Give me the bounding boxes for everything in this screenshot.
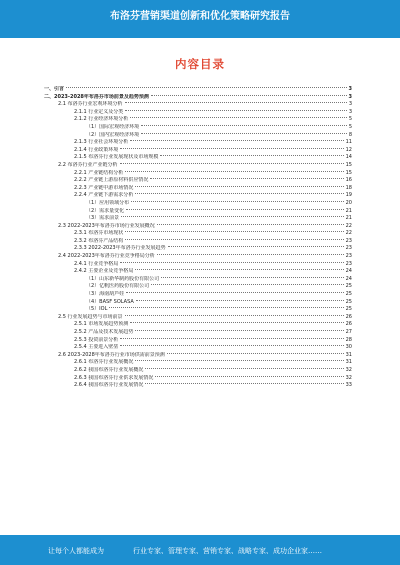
toc-leader-dots bbox=[66, 87, 347, 88]
toc-entry-label: 2.5.4 主要进入壁垒 bbox=[74, 344, 119, 351]
toc-entry[interactable] bbox=[44, 367, 352, 375]
toc-entry-label: （2）国内宏观经济环境 bbox=[86, 131, 140, 138]
toc-entry-label: 一、引言 bbox=[44, 86, 65, 92]
toc-entry-page: 32 bbox=[345, 366, 352, 373]
toc-entry[interactable] bbox=[44, 382, 352, 390]
toc-entry-label: 2.5.3 投资前景分析 bbox=[74, 336, 119, 343]
toc-entry[interactable] bbox=[44, 208, 352, 216]
toc-entry[interactable] bbox=[44, 116, 352, 124]
toc-entry-page: 3 bbox=[348, 108, 352, 115]
toc-leader-dots bbox=[141, 133, 347, 134]
toc-entry-page: 3 bbox=[348, 101, 352, 108]
toc-entry[interactable] bbox=[44, 139, 352, 147]
toc-entry-page: 3 bbox=[348, 93, 352, 100]
toc-entry[interactable] bbox=[44, 154, 352, 162]
toc-entry-label: （3）需求前景 bbox=[86, 215, 120, 222]
toc-entry-label: 2.5 行业发展趋势与市场前景 bbox=[58, 313, 123, 320]
toc-entry-label: 2.5.1 市场发展趋势预测 bbox=[74, 321, 129, 328]
toc-leader-dots bbox=[151, 284, 343, 285]
toc-entry-page: 5 bbox=[348, 123, 352, 130]
toc-entry-label: 2.2.1 产业链结构分析 bbox=[74, 169, 124, 176]
toc-entry-page: 21 bbox=[345, 215, 352, 222]
toc-entry-page: 8 bbox=[348, 131, 352, 138]
toc-entry[interactable] bbox=[44, 185, 352, 193]
toc-entry-page: 27 bbox=[345, 329, 352, 335]
toc-leader-dots bbox=[125, 110, 347, 111]
toc-entry[interactable] bbox=[44, 94, 352, 102]
toc-entry-page: 19 bbox=[345, 192, 352, 199]
toc-entry-page: 26 bbox=[345, 313, 352, 320]
toc-leader-dots bbox=[167, 353, 344, 354]
toc-leader-dots bbox=[126, 292, 343, 293]
toc-entry[interactable] bbox=[44, 192, 352, 200]
toc-entry-page: 24 bbox=[345, 268, 352, 275]
toc-entry-label: 2.5.2 产品及技术发展趋势 bbox=[74, 329, 134, 335]
toc-entry-label: （1）应用领域分布 bbox=[86, 199, 130, 206]
toc-leader-dots bbox=[130, 322, 343, 323]
toc-entry-page: 23 bbox=[345, 260, 352, 267]
toc-entry-page: 14 bbox=[345, 154, 352, 161]
toc-leader-dots bbox=[135, 360, 343, 361]
toc-entry-label: 2.1.5 布洛芬行业发展现状及市场规模 bbox=[74, 154, 159, 161]
toc-entry-label: 2.2.4 产业链下游需求分析 bbox=[74, 192, 134, 199]
toc-entry-label: 2.1.3 行业社会环境分析 bbox=[74, 139, 129, 146]
toc-entry-page: 25 bbox=[345, 291, 352, 298]
toc-entry-page: 26 bbox=[345, 321, 352, 328]
toc-entry-page: 23 bbox=[345, 245, 352, 252]
toc-entry[interactable] bbox=[44, 321, 352, 329]
toc-entry-page: 15 bbox=[345, 169, 352, 176]
toc-leader-dots bbox=[131, 201, 343, 202]
toc-leader-dots bbox=[130, 140, 343, 141]
toc-leader-dots bbox=[136, 300, 344, 301]
toc-leader-dots bbox=[135, 269, 343, 270]
toc-entry[interactable] bbox=[44, 299, 352, 307]
toc-entry[interactable] bbox=[44, 170, 352, 178]
toc-leader-dots bbox=[121, 216, 343, 217]
toc-leader-dots bbox=[126, 209, 343, 210]
toc-entry-label: 2.1.1 行业定义及分类 bbox=[74, 108, 124, 115]
toc-entry[interactable] bbox=[44, 238, 352, 246]
toc-entry-page: 25 bbox=[345, 283, 352, 290]
toc-entry-label: 2.1.4 行业政策环境 bbox=[74, 146, 119, 153]
toc-entry-label: 2.3.3 2022-2023年布洛芬行业发展趋势 bbox=[74, 245, 166, 252]
toc-entry-label: 2.4.2 主要企业及竞争格局 bbox=[74, 268, 134, 275]
toc-entry[interactable] bbox=[44, 344, 352, 352]
toc-leader-dots bbox=[161, 277, 343, 278]
toc-leader-dots bbox=[120, 163, 344, 164]
toc-entry-page: 25 bbox=[345, 306, 352, 313]
toc-leader-dots bbox=[120, 148, 343, 149]
toc-entry-page: 32 bbox=[345, 374, 352, 381]
toc-entry-page: 31 bbox=[345, 359, 352, 366]
toc-entry-page: 33 bbox=[345, 382, 352, 389]
toc-leader-dots bbox=[145, 383, 343, 384]
toc-entry-page: 23 bbox=[345, 253, 352, 260]
toc-entry[interactable] bbox=[44, 253, 352, 261]
toc-entry[interactable] bbox=[44, 329, 352, 337]
toc-leader-dots bbox=[125, 315, 344, 316]
toc-entry-page: 20 bbox=[345, 199, 352, 206]
toc-entry-page: 5 bbox=[348, 116, 352, 123]
toc-entry[interactable] bbox=[44, 132, 352, 140]
footer-slogan: 让每个人都能成为 bbox=[48, 547, 104, 555]
toc-leader-dots bbox=[135, 193, 343, 194]
toc-entry[interactable] bbox=[44, 276, 352, 284]
toc-entry-label: 二、2023-2028年布洛芬市场前景及趋势预测 bbox=[44, 93, 149, 100]
toc-leader-dots bbox=[125, 171, 343, 172]
toc-entry[interactable] bbox=[44, 291, 352, 299]
toc-leader-dots bbox=[120, 262, 343, 263]
toc-leader-dots bbox=[125, 231, 343, 232]
page-header bbox=[0, 0, 400, 38]
toc-entry-label: 2.2.2 产业链上游原材料供应情况 bbox=[74, 177, 149, 184]
toc-leader-dots bbox=[125, 102, 347, 103]
toc-entry[interactable] bbox=[44, 359, 352, 367]
toc-entry[interactable] bbox=[44, 230, 352, 238]
toc-leader-dots bbox=[168, 246, 344, 247]
toc-entry[interactable] bbox=[44, 352, 352, 360]
toc-entry-label: （1）山东新华制药股份有限公司 bbox=[86, 275, 160, 282]
toc-entry-page: 15 bbox=[345, 161, 352, 168]
toc-entry[interactable] bbox=[44, 101, 352, 109]
page-footer bbox=[0, 535, 400, 565]
toc-leader-dots bbox=[135, 186, 343, 187]
toc-entry[interactable] bbox=[44, 283, 352, 291]
toc-entry-label: 2.6.1 布洛芬行业发展概况 bbox=[74, 359, 134, 366]
toc-leader-dots bbox=[157, 224, 344, 225]
toc-leader-dots bbox=[141, 125, 347, 126]
toc-entry-page: 22 bbox=[345, 222, 352, 229]
toc-entry-label: 2.3.1 布洛芬市场现状 bbox=[74, 230, 124, 237]
report-title: 布洛芬营销渠道创新和优化策略研究报告 bbox=[110, 11, 290, 22]
toc-entry[interactable] bbox=[44, 215, 352, 223]
toc-entry-page: 22 bbox=[345, 230, 352, 237]
toc-entry-page: 31 bbox=[345, 351, 352, 358]
toc-entry-label: （1）国际宏观经济环境 bbox=[86, 123, 140, 130]
toc-entry-label: 2.3.2 布洛芬产品结构 bbox=[74, 237, 124, 244]
toc-entry-label: 2.2 布洛芬行业产业链分析 bbox=[58, 161, 118, 168]
toc-entry[interactable] bbox=[44, 86, 352, 94]
toc-entry[interactable] bbox=[44, 147, 352, 155]
toc-entry-label: 2.4.1 行业竞争格局 bbox=[74, 260, 119, 267]
toc-entry-label: 2.1 布洛芬行业宏观环境分析 bbox=[58, 101, 123, 108]
toc-entry-page: 28 bbox=[345, 336, 352, 343]
toc-entry-label: 2.1.2 行业经济环境分析 bbox=[74, 116, 129, 123]
toc-entry-page: 16 bbox=[345, 177, 352, 184]
toc-leader-dots bbox=[160, 155, 343, 156]
toc-entry[interactable] bbox=[44, 200, 352, 208]
toc-leader-dots bbox=[109, 307, 343, 308]
toc-entry-label: （4）BASF SOLASA bbox=[86, 298, 134, 305]
footer-roles: 行业专家、管理专家、营销专家、战略专家、成功企业家…… bbox=[133, 547, 322, 555]
toc-entry-label: 2.6.2 我国布洛芬行业发展概况 bbox=[74, 366, 144, 373]
toc-entry[interactable] bbox=[44, 109, 352, 117]
toc-entry-label: 2.2.3 产业链中游市场情况 bbox=[74, 184, 134, 191]
toc-leader-dots bbox=[145, 368, 343, 369]
toc-entry[interactable] bbox=[44, 162, 352, 170]
toc-leader-dots bbox=[155, 376, 343, 377]
toc-entry[interactable] bbox=[44, 223, 352, 231]
toc-entry-page: 12 bbox=[345, 146, 352, 153]
toc-entry[interactable] bbox=[44, 306, 352, 314]
toc-leader-dots bbox=[120, 338, 343, 339]
toc-entry-page: 30 bbox=[345, 344, 352, 351]
toc-entry[interactable] bbox=[44, 124, 352, 132]
toc-leader-dots bbox=[120, 345, 343, 346]
toc-entry-page: 21 bbox=[345, 207, 352, 214]
toc-entry-label: 2.6.3 我国布洛芬行业供求发展情况 bbox=[74, 374, 154, 381]
toc-leader-dots bbox=[130, 117, 347, 118]
toc-entry-page: 3 bbox=[348, 86, 352, 92]
toc-entry[interactable] bbox=[44, 337, 352, 345]
toc-entry[interactable] bbox=[44, 245, 352, 253]
toc-leader-dots bbox=[151, 95, 347, 96]
toc-entry-label: 2.6.4 我国布洛芬行业发展情况 bbox=[74, 382, 144, 389]
toc-leader-dots bbox=[125, 239, 343, 240]
toc-entry-page: 18 bbox=[345, 184, 352, 191]
toc-entry-label: 2.4 2022-2023年布洛芬行业竞争格局分析 bbox=[58, 253, 155, 260]
toc-entry[interactable] bbox=[44, 177, 352, 185]
toc-entry-page: 11 bbox=[345, 139, 352, 146]
toc-leader-dots bbox=[135, 330, 343, 331]
toc-entry-label: 2.3 2022-2023年布洛芬市场行业发展概况 bbox=[58, 222, 155, 229]
toc-entry-label: （2）亿帆医药股份有限公司 bbox=[86, 283, 150, 290]
toc-entry-page: 23 bbox=[345, 237, 352, 244]
toc-entry-label: （5）IOL bbox=[86, 306, 108, 313]
toc-entry-page: 24 bbox=[345, 275, 352, 282]
table-of-contents bbox=[44, 86, 352, 390]
toc-entry[interactable] bbox=[44, 375, 352, 383]
toc-entry-page: 25 bbox=[345, 298, 352, 305]
toc-entry-label: （2）需求量变化 bbox=[86, 207, 125, 214]
toc-title: 内容目录 bbox=[175, 57, 225, 71]
toc-entry[interactable] bbox=[44, 261, 352, 269]
toc-entry-label: 2.6 2023-2028年布洛芬行业市场供需前景预测 bbox=[58, 351, 165, 358]
toc-entry[interactable] bbox=[44, 268, 352, 276]
toc-leader-dots bbox=[150, 178, 343, 179]
toc-entry-label: （3）海南葫芦娃 bbox=[86, 291, 125, 298]
toc-leader-dots bbox=[157, 254, 344, 255]
toc-entry[interactable] bbox=[44, 314, 352, 322]
